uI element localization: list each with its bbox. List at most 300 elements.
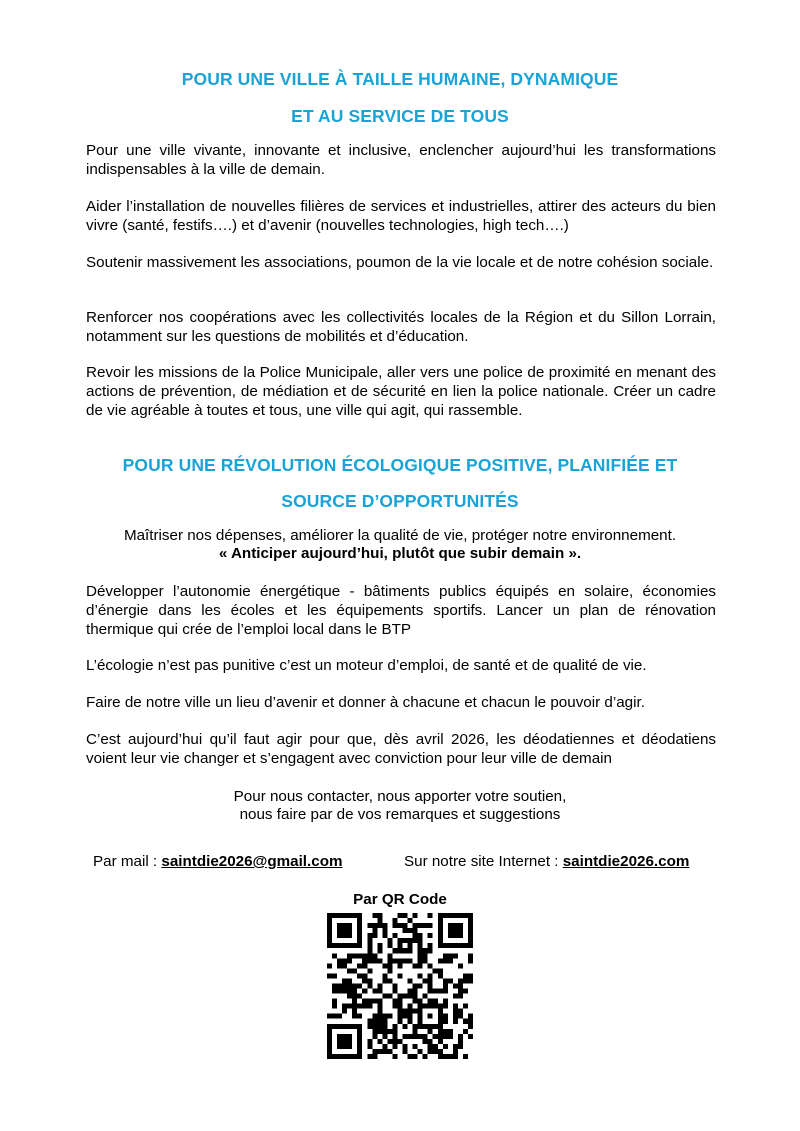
qr-module [347, 928, 352, 933]
qr-module [347, 978, 352, 983]
qr-module [413, 994, 418, 999]
qr-module [408, 948, 413, 953]
qr-module [413, 938, 418, 943]
qr-module [387, 938, 392, 943]
qr-module [418, 963, 423, 968]
qr-module [367, 938, 372, 943]
section1-title-line1: POUR UNE VILLE À TAILLE HUMAINE, DYNAMIQUE [181, 69, 619, 89]
qr-module [428, 978, 433, 983]
qr-module [458, 989, 463, 994]
qr-module [408, 1014, 413, 1019]
qr-module [438, 1054, 443, 1059]
qr-module [423, 923, 428, 928]
qr-module [372, 933, 377, 938]
qr-module [357, 1044, 362, 1049]
qr-module [377, 1039, 382, 1044]
qr-module [428, 973, 433, 978]
qr-module [367, 953, 372, 958]
qr-module [453, 933, 458, 938]
qr-module [397, 1009, 402, 1014]
qr-module [458, 1034, 463, 1039]
qr-module [352, 968, 357, 973]
qr-module [423, 1004, 428, 1009]
qr-module [408, 1019, 413, 1024]
qr-module [403, 928, 408, 933]
qr-module [377, 958, 382, 963]
qr-module [448, 913, 453, 918]
qr-module [357, 963, 362, 968]
qr-module [443, 999, 448, 1004]
qr-module [397, 999, 402, 1004]
qr-module [332, 953, 337, 958]
qr-module [423, 1054, 428, 1059]
qr-module [392, 948, 397, 953]
qr-module [352, 1024, 357, 1029]
qr-module [392, 1029, 397, 1034]
qr-module [448, 1029, 453, 1034]
qr-module [468, 943, 473, 948]
qr-module [458, 994, 463, 999]
qr-module [367, 1004, 372, 1009]
qr-module [357, 1024, 362, 1029]
qr-module [362, 973, 367, 978]
qr-module [438, 1034, 443, 1039]
qr-module [392, 983, 397, 988]
qr-module [382, 1034, 387, 1039]
qr-module [408, 928, 413, 933]
qr-module [448, 1054, 453, 1059]
qr-module [438, 968, 443, 973]
qr-module [413, 913, 418, 918]
qr-module [448, 933, 453, 938]
qr-module [453, 1044, 458, 1049]
qr-module [418, 938, 423, 943]
qr-module [392, 1004, 397, 1009]
qr-module [362, 989, 367, 994]
qr-module [413, 1024, 418, 1029]
qr-module [362, 963, 367, 968]
qr-module [453, 943, 458, 948]
qr-module [327, 963, 332, 968]
qr-module [408, 943, 413, 948]
mail-link[interactable]: saintdie2026@gmail.com [161, 853, 343, 870]
qr-module [342, 1054, 347, 1059]
qr-module [342, 1034, 347, 1039]
qr-module [428, 989, 433, 994]
qr-module [372, 923, 377, 928]
qr-module [433, 1044, 438, 1049]
qr-module [463, 1004, 468, 1009]
qr-module [342, 983, 347, 988]
qr-module [438, 989, 443, 994]
qr-module [418, 983, 423, 988]
qr-module [337, 1044, 342, 1049]
qr-module [347, 953, 352, 958]
qr-module [327, 1049, 332, 1054]
qr-module [347, 923, 352, 928]
qr-module [443, 1004, 448, 1009]
qr-module [367, 933, 372, 938]
qr-module [377, 918, 382, 923]
qr-module [428, 913, 433, 918]
qr-module [397, 913, 402, 918]
qr-module [463, 1054, 468, 1059]
qr-module [387, 963, 392, 968]
qr-module [438, 1004, 443, 1009]
qr-module [438, 1014, 443, 1019]
qr-module [392, 923, 397, 928]
qr-module [443, 1044, 448, 1049]
qr-module [428, 963, 433, 968]
qr-module [438, 923, 443, 928]
qr-module [332, 1004, 337, 1009]
qr-module [397, 1019, 402, 1024]
qr-module [428, 1049, 433, 1054]
qr-module [468, 923, 473, 928]
qr-module [337, 1014, 342, 1019]
qr-module [418, 953, 423, 958]
qr-module [418, 1034, 423, 1039]
qr-module [463, 1029, 468, 1034]
qr-module [387, 958, 392, 963]
qr-module [327, 973, 332, 978]
qr-module [327, 1039, 332, 1044]
qr-module [413, 963, 418, 968]
qr-module [438, 928, 443, 933]
qr-module [463, 943, 468, 948]
qr-module [428, 1004, 433, 1009]
qr-module [453, 913, 458, 918]
qr-module [382, 978, 387, 983]
qr-module [443, 913, 448, 918]
contact-line1: Pour nous contacter, nous apporter votre soutien, [233, 788, 567, 805]
qr-module [413, 923, 418, 928]
mail-label: Par mail : [93, 853, 158, 870]
qr-module [413, 983, 418, 988]
qr-module [357, 933, 362, 938]
qr-module [418, 1009, 423, 1014]
qr-module [357, 943, 362, 948]
qr-module [428, 983, 433, 988]
qr-module [382, 923, 387, 928]
qr-module [352, 943, 357, 948]
qr-module [392, 1039, 397, 1044]
qr-module [413, 1009, 418, 1014]
qr-module [408, 1004, 413, 1009]
qr-module [352, 1004, 357, 1009]
qr-module [347, 1024, 352, 1029]
qr-module [357, 1049, 362, 1054]
qr-module [332, 989, 337, 994]
qr-module [428, 1044, 433, 1049]
qr-module [327, 1024, 332, 1029]
qr-module [337, 1054, 342, 1059]
qr-module [367, 999, 372, 1004]
qr-module [392, 958, 397, 963]
qr-module [332, 973, 337, 978]
qr-module [397, 973, 402, 978]
qr-module [438, 918, 443, 923]
qr-module [453, 983, 458, 988]
qr-module [367, 1039, 372, 1044]
qr-module [377, 1014, 382, 1019]
qr-module [342, 1039, 347, 1044]
qr-module [443, 1054, 448, 1059]
qr-module [468, 978, 473, 983]
qr-module [463, 989, 468, 994]
qr-module [337, 928, 342, 933]
qr-module [377, 983, 382, 988]
qr-module [468, 913, 473, 918]
qr-module [418, 933, 423, 938]
qr-module [382, 1044, 387, 1049]
qr-module [468, 953, 473, 958]
section2-paragraph-4: C’est aujourd’hui qu’il faut agir pour que, dès avril 2026, les déodatiennes et déodatiens voient leur vie changer et s’engagent avec conviction pour leur ville de demain [86, 731, 716, 767]
qr-module [347, 989, 352, 994]
qr-module [458, 963, 463, 968]
qr-module [377, 1029, 382, 1034]
qr-module [367, 958, 372, 963]
qr-module [413, 933, 418, 938]
qr-module [443, 953, 448, 958]
qr-module [387, 953, 392, 958]
qr-module [408, 978, 413, 983]
qr-module [377, 1019, 382, 1024]
section2-title-line1: POUR UNE RÉVOLUTION ÉCOLOGIQUE POSITIVE, PLANIFIÉE ET [122, 455, 678, 475]
qr-module [347, 994, 352, 999]
qr-module [453, 1004, 458, 1009]
qr-module [362, 1004, 367, 1009]
qr-module [453, 1009, 458, 1014]
qr-module [403, 1049, 408, 1054]
section1-paragraph-5: Revoir les missions de la Police Municipale, aller vers une police de proximité en menant des actions de prévention, de médiation et de sécurité en lien la police nationale. Créer un cadre de vie agréable à toutes et tous, une ville qui agit, qui rassemble. [86, 364, 716, 419]
qr-module [372, 1019, 377, 1024]
site-label: Sur notre site Internet : [404, 853, 559, 870]
qr-module [397, 1014, 402, 1019]
qr-module [357, 1029, 362, 1034]
qr-module [392, 1024, 397, 1029]
qr-module [428, 943, 433, 948]
qr-module [382, 928, 387, 933]
qr-module [408, 918, 413, 923]
qr-module [443, 1014, 448, 1019]
qr-module [337, 923, 342, 928]
qr-module [342, 913, 347, 918]
qr-module [332, 1054, 337, 1059]
qr-module [397, 1004, 402, 1009]
qr-module [418, 923, 423, 928]
qr-module [438, 1009, 443, 1014]
qr-module [337, 963, 342, 968]
qr-module [423, 948, 428, 953]
qr-module [403, 994, 408, 999]
qr-module [327, 913, 332, 918]
qr-module [397, 963, 402, 968]
qr-module [352, 1009, 357, 1014]
qr-module [443, 943, 448, 948]
qr-module [403, 958, 408, 963]
qr-module [382, 1024, 387, 1029]
qr-module [397, 958, 402, 963]
qr-module [468, 1019, 473, 1024]
qr-module [337, 989, 342, 994]
qr-module [418, 1004, 423, 1009]
qr-module [392, 933, 397, 938]
qr-module [423, 958, 428, 963]
section1-paragraph-1: Pour une ville vivante, innovante et inclusive, enclencher aujourd’hui les transformations indispensables à la ville de demain. [86, 142, 716, 178]
qr-module [367, 923, 372, 928]
qr-module [392, 1044, 397, 1049]
qr-module [347, 933, 352, 938]
qr-module [357, 973, 362, 978]
qr-module [418, 1049, 423, 1054]
qr-module [327, 1034, 332, 1039]
qr-module [327, 1029, 332, 1034]
qr-module [332, 1014, 337, 1019]
qr-module [327, 938, 332, 943]
qr-module [403, 913, 408, 918]
qr-module [387, 943, 392, 948]
qr-module [443, 958, 448, 963]
qr-module [453, 994, 458, 999]
qr-module [448, 928, 453, 933]
qr-module [387, 994, 392, 999]
qr-module [352, 999, 357, 1004]
qr-module [453, 928, 458, 933]
qr-module [453, 1049, 458, 1054]
qr-module [337, 1024, 342, 1029]
qr-module [327, 928, 332, 933]
qr-module [347, 983, 352, 988]
qr-module [453, 1019, 458, 1024]
qr-module [413, 1034, 418, 1039]
qr-module [413, 928, 418, 933]
qr-module [448, 943, 453, 948]
qr-module [357, 1034, 362, 1039]
qr-module [458, 1044, 463, 1049]
qr-module [458, 1039, 463, 1044]
qr-module [428, 1014, 433, 1019]
qr-module [423, 953, 428, 958]
qr-module [377, 923, 382, 928]
qr-module [413, 1054, 418, 1059]
qr-module [418, 1019, 423, 1024]
qr-module [367, 1044, 372, 1049]
qr-module [433, 1034, 438, 1039]
qr-module [357, 1054, 362, 1059]
qr-module [357, 1039, 362, 1044]
section1-paragraph-2: Aider l’installation de nouvelles filières de services et industrielles, attirer des acteurs du bien vivre (santé, festifs….) et d’avenir (nouvelles technologies, high tech….) [86, 198, 716, 234]
site-link[interactable]: saintdie2026.com [562, 853, 690, 870]
qr-module [352, 913, 357, 918]
qr-module [408, 958, 413, 963]
qr-module [327, 923, 332, 928]
qr-module [352, 983, 357, 988]
qr-module [387, 1029, 392, 1034]
qr-module [453, 953, 458, 958]
qr-module [438, 913, 443, 918]
qr-module [372, 989, 377, 994]
qr-module [382, 1014, 387, 1019]
qr-module [342, 933, 347, 938]
qr-module [403, 948, 408, 953]
qr-module [438, 933, 443, 938]
qr-code-icon[interactable] [327, 913, 473, 1059]
qr-module [403, 1024, 408, 1029]
qr-module [428, 1024, 433, 1029]
qr-module [372, 1029, 377, 1034]
qr-module [453, 1014, 458, 1019]
qr-module [372, 1024, 377, 1029]
qr-module [397, 923, 402, 928]
qr-module [403, 923, 408, 928]
qr-module [468, 1034, 473, 1039]
qr-module [423, 1024, 428, 1029]
qr-module [413, 1044, 418, 1049]
qr-module [443, 1019, 448, 1024]
qr-module [337, 1039, 342, 1044]
qr-module [443, 989, 448, 994]
qr-module [397, 1039, 402, 1044]
qr-module [397, 994, 402, 999]
qr-module [327, 1054, 332, 1059]
qr-module [342, 1004, 347, 1009]
qr-module [403, 1034, 408, 1039]
qr-module [418, 948, 423, 953]
qr-module [438, 958, 443, 963]
qr-module [438, 1049, 443, 1054]
qr-module [448, 978, 453, 983]
qr-module [327, 943, 332, 948]
qr-module [397, 948, 402, 953]
qr-module [458, 928, 463, 933]
qr-module [342, 928, 347, 933]
qr-module [418, 1014, 423, 1019]
qr-module [377, 989, 382, 994]
qr-module [413, 1029, 418, 1034]
qr-module [387, 1049, 392, 1054]
qr-module [438, 1019, 443, 1024]
qr-module [403, 1009, 408, 1014]
qr-module [403, 1044, 408, 1049]
qr-module [408, 1034, 413, 1039]
qr-module [382, 1019, 387, 1024]
section1-paragraph-3: Soutenir massivement les associations, poumon de la vie locale et de notre cohésion sociale. [86, 254, 714, 271]
qr-module [342, 923, 347, 928]
qr-module [428, 1039, 433, 1044]
qr-module [448, 1034, 453, 1039]
qr-module [352, 1054, 357, 1059]
qr-module [377, 913, 382, 918]
qr-module [382, 973, 387, 978]
qr-module [463, 973, 468, 978]
qr-module [337, 1034, 342, 1039]
qr-module [337, 943, 342, 948]
qr-module [413, 989, 418, 994]
qr-module [463, 913, 468, 918]
qr-module [377, 1004, 382, 1009]
qr-module [392, 918, 397, 923]
qr-module [387, 978, 392, 983]
qr-module [362, 999, 367, 1004]
qr-module [433, 1024, 438, 1029]
qr-module [443, 1029, 448, 1034]
qr-module [372, 1049, 377, 1054]
qr-module [438, 1024, 443, 1029]
qr-module [372, 913, 377, 918]
qr-module [372, 1014, 377, 1019]
qr-module [357, 953, 362, 958]
